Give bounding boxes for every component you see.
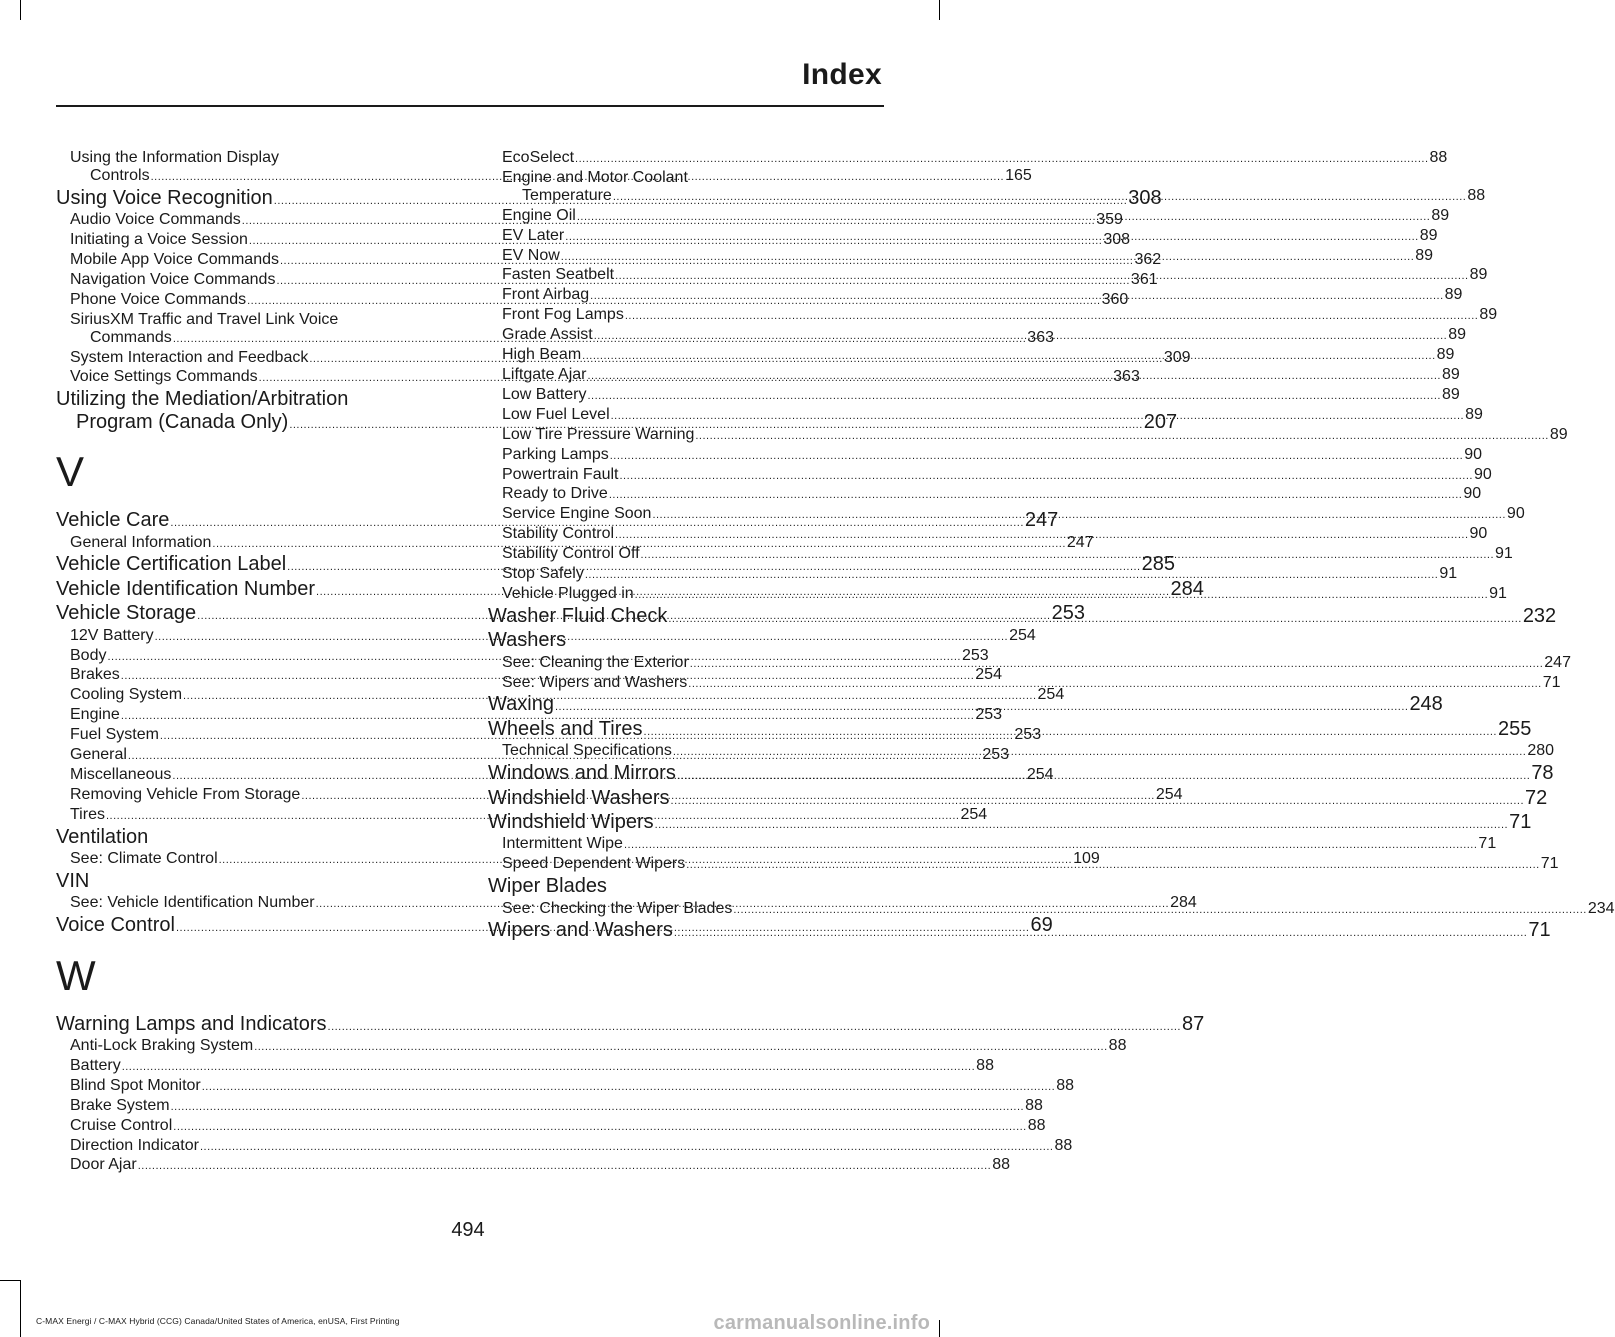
- entry-line: [502, 545, 1513, 563]
- entry-label: See: Climate Control: [70, 850, 218, 868]
- entry-label-continued: Temperature: [522, 186, 612, 204]
- entry-line: [70, 1116, 1046, 1135]
- entry-label: Front Fog Lamps: [502, 306, 624, 324]
- entry-line: [502, 835, 1497, 853]
- dot-leader: [565, 231, 1418, 243]
- entry-label: Low Battery: [502, 385, 587, 403]
- page-reference: 69: [1030, 914, 1053, 937]
- entry-label: Front Airbag: [502, 286, 590, 304]
- index-subentry: [488, 149, 1448, 167]
- dot-leader: [688, 678, 1541, 690]
- index-subentry: [488, 545, 1513, 563]
- entry-label: Windows and Mirrors: [488, 762, 676, 785]
- dot-leader: [641, 549, 1494, 561]
- page-reference: 89: [1479, 306, 1498, 324]
- dot-leader: [673, 746, 1526, 758]
- index-entry: [488, 629, 878, 651]
- entry-label: Vehicle Plugged in: [502, 584, 634, 602]
- entry-label: Vehicle Care: [56, 509, 170, 532]
- page-reference: 234: [1587, 899, 1615, 917]
- entry-line: [70, 1096, 1043, 1115]
- page-reference: 71: [1478, 835, 1497, 853]
- page-reference: 88: [1056, 1076, 1075, 1094]
- entry-label: Wiper Blades: [488, 875, 607, 898]
- entry-line: [56, 870, 446, 892]
- entry-line: [70, 1156, 1010, 1174]
- page-reference: 280: [1527, 742, 1555, 760]
- entry-label: Wheels and Tires: [488, 717, 643, 740]
- dot-leader: [671, 795, 1524, 807]
- entry-line: [488, 875, 878, 897]
- page-reference: 88: [976, 1056, 994, 1074]
- entry-label: See: Cleaning the Exterior: [502, 653, 689, 671]
- entry-label: Service Engine Soon: [502, 505, 652, 523]
- entry-label: Warning Lamps and Indicators: [56, 1012, 327, 1035]
- dot-leader: [122, 1061, 975, 1073]
- index-subentry: [56, 1056, 994, 1075]
- entry-label: Vehicle Storage: [56, 602, 197, 625]
- page-reference: 255: [1498, 717, 1532, 740]
- entry-label: See: Vehicle Identification Number: [70, 894, 315, 912]
- dot-leader: [655, 819, 1508, 831]
- entry-label: Liftgate Ajar: [502, 365, 587, 383]
- entry-label: Intermittent Wipe: [502, 835, 623, 853]
- page-reference: 247: [1066, 533, 1094, 551]
- index-subentry: [488, 485, 1482, 503]
- entry-label: Miscellaneous: [70, 765, 172, 783]
- dot-leader: [635, 589, 1488, 601]
- page-reference: 360: [1101, 290, 1129, 308]
- entry-label: EV Later: [502, 226, 565, 244]
- entry-label: Fasten Seatbelt: [502, 266, 615, 284]
- entry-label: Technical Specifications: [502, 742, 672, 760]
- entry-line: [502, 565, 1458, 583]
- page-title: Index: [802, 58, 882, 91]
- dot-leader: [625, 310, 1478, 322]
- page-reference: 284: [1170, 577, 1204, 600]
- page-reference: 90: [1464, 445, 1482, 463]
- page-reference: 91: [1495, 545, 1513, 563]
- page-reference: 207: [1143, 410, 1178, 433]
- entry-label: Direction Indicator: [70, 1136, 199, 1154]
- page-reference: 254: [1155, 785, 1183, 803]
- page-reference: 285: [1141, 553, 1175, 576]
- entry-line: [502, 385, 1460, 404]
- crop-mark-top-left: [20, 0, 21, 20]
- entry-label: Windshield Wipers: [488, 810, 654, 833]
- entry-label: Using the Information Display: [70, 149, 279, 166]
- entry-label: Navigation Voice Commands: [70, 270, 276, 288]
- page-reference: 91: [1489, 584, 1507, 602]
- page-reference: 88: [1108, 1037, 1127, 1055]
- entry-line: [70, 686, 1065, 704]
- entry-label: VIN: [56, 869, 90, 892]
- entry-line: [70, 1056, 994, 1075]
- entry-label: Removing Vehicle From Storage: [70, 785, 301, 803]
- page-reference: 363: [1113, 368, 1140, 386]
- dot-leader: [677, 770, 1530, 782]
- dot-leader: [610, 450, 1463, 462]
- entry-label: Engine: [70, 706, 120, 724]
- page-reference: 89: [1419, 226, 1438, 244]
- page-reference: 71: [1528, 919, 1551, 942]
- entry-label: Body: [70, 646, 107, 664]
- entry-label: EcoSelect: [502, 149, 575, 166]
- page-reference: 88: [992, 1156, 1010, 1174]
- dot-leader: [690, 658, 1543, 670]
- entry-line: [70, 1076, 1075, 1095]
- crop-mark-bottom-right: [939, 1320, 940, 1337]
- section-letter: V: [56, 448, 85, 496]
- page-reference: 89: [1549, 425, 1568, 443]
- entry-label: Tires: [70, 805, 105, 823]
- dot-leader: [173, 1121, 1026, 1133]
- dot-leader: [652, 509, 1505, 521]
- page-reference: 89: [1444, 286, 1463, 304]
- dot-leader: [585, 569, 1438, 581]
- entry-label: Stability Control Off: [502, 545, 640, 563]
- crop-mark-top-right: [939, 0, 940, 20]
- page-reference: 90: [1463, 485, 1482, 503]
- entry-line: [488, 629, 878, 651]
- index-subentry: [56, 706, 1003, 724]
- entry-label: Windshield Washers: [488, 786, 670, 809]
- entry-line: [56, 388, 446, 410]
- page-reference: 308: [1103, 231, 1131, 249]
- entry-label: Grade Assist: [502, 326, 593, 344]
- index-subentry: [56, 686, 1065, 704]
- entry-label: Stability Control: [502, 525, 615, 543]
- page-reference: 88: [1054, 1136, 1073, 1154]
- entry-label: Cooling System: [70, 686, 183, 704]
- entry-label: Powertrain Fault: [502, 465, 619, 483]
- entry-label: Wipers and Washers: [488, 919, 673, 942]
- index-subentry: [488, 445, 1482, 464]
- page-reference: 253: [1051, 602, 1085, 625]
- entry-label: Blind Spot Monitor: [70, 1076, 201, 1094]
- page-reference: 284: [1170, 894, 1197, 912]
- page-reference: 109: [1073, 850, 1100, 868]
- entry-label: 12V Battery: [70, 626, 154, 644]
- page-reference: 88: [1429, 149, 1448, 166]
- page-reference: 88: [1027, 1116, 1046, 1134]
- entry-label: Parking Lamps: [502, 445, 609, 463]
- entry-label: General: [70, 746, 127, 764]
- index-subentry: [56, 1116, 1046, 1135]
- entry-label: Brake System: [70, 1096, 170, 1114]
- entry-label-continued: Program (Canada Only): [76, 410, 289, 433]
- entry-label: General Information: [70, 533, 212, 551]
- index-subentry: [488, 306, 1498, 324]
- page-reference: 361: [1130, 270, 1158, 288]
- entry-label: Vehicle Certification Label: [56, 553, 287, 576]
- page-reference: 254: [975, 666, 1002, 684]
- entry-label: System Interaction and Feedback: [70, 348, 309, 366]
- page-reference: 253: [961, 646, 989, 664]
- page-reference: 90: [1469, 525, 1488, 543]
- dot-leader: [733, 904, 1586, 916]
- entry-line: [56, 826, 446, 848]
- index-subentry: [488, 465, 1492, 484]
- entry-label: SiriusXM Traffic and Travel Link Voice: [70, 310, 339, 328]
- index-entry: [56, 870, 446, 892]
- page-reference: 71: [1509, 810, 1532, 833]
- page-reference: 89: [1415, 246, 1434, 264]
- dot-leader: [615, 529, 1468, 541]
- dot-leader: [624, 839, 1477, 851]
- entry-label: Mobile App Voice Commands: [70, 251, 279, 269]
- entry-label: High Beam: [502, 346, 582, 364]
- watermark: carmanualsonline.info: [713, 1312, 930, 1334]
- dot-leader: [138, 1160, 991, 1172]
- page-reference: 362: [1134, 251, 1162, 269]
- page-reference: 87: [1182, 1012, 1205, 1035]
- entry-label-continued: Commands: [90, 328, 172, 346]
- page-reference: 72: [1525, 786, 1548, 809]
- page-number: 494: [451, 1219, 485, 1241]
- entry-label: Waxing: [488, 693, 554, 716]
- index-subentry: [56, 1096, 1043, 1115]
- page-reference: 253: [975, 706, 1003, 724]
- page-reference: 89: [1436, 346, 1455, 364]
- index-entry: [488, 875, 878, 897]
- page-reference: 71: [1542, 673, 1561, 691]
- index-subentry: [488, 565, 1458, 583]
- index-subentry: [488, 835, 1497, 853]
- page-reference: 89: [1441, 365, 1460, 383]
- index-subentry: [488, 385, 1460, 404]
- entry-label: Phone Voice Commands: [70, 290, 247, 308]
- section-letter: W: [56, 951, 96, 999]
- page-reference: 89: [1448, 326, 1466, 344]
- entry-line: [502, 425, 1568, 444]
- index-subentry: [488, 425, 1568, 444]
- dot-leader: [582, 350, 1435, 362]
- entry-line: [502, 169, 878, 187]
- crop-mark-bottom-left: [20, 1280, 21, 1337]
- dot-leader: [588, 370, 1441, 382]
- page-reference: 232: [1522, 604, 1557, 627]
- page-reference: 253: [1014, 726, 1042, 744]
- dot-leader: [575, 153, 1428, 165]
- entry-label: Using Voice Recognition: [56, 186, 273, 209]
- page-reference: 254: [960, 805, 988, 823]
- entry-line: [502, 149, 1448, 167]
- dot-leader: [587, 390, 1440, 402]
- entry-label: Fuel System: [70, 726, 159, 744]
- entry-label: See: Checking the Wiper Blades: [502, 899, 733, 917]
- page-reference: 254: [1037, 686, 1065, 704]
- dot-leader: [555, 701, 1408, 713]
- dot-leader: [644, 726, 1497, 738]
- entry-line: [502, 445, 1482, 464]
- entry-label: EV Now: [502, 246, 560, 264]
- dot-leader: [202, 1081, 1055, 1093]
- index-entry: [56, 1012, 1205, 1035]
- entry-label: See: Wipers and Washers: [502, 673, 688, 691]
- entry-line: [70, 1136, 1073, 1155]
- index-subentry: [56, 1136, 1073, 1155]
- entry-label: Anti-Lock Braking System: [70, 1037, 254, 1055]
- entry-label: Ready to Drive: [502, 485, 608, 503]
- entry-line: [502, 465, 1492, 484]
- entry-label-continued: Controls: [90, 166, 150, 184]
- entry-label: Cruise Control: [70, 1116, 173, 1134]
- page-reference: 90: [1506, 505, 1525, 523]
- page-reference: 71: [1540, 855, 1559, 873]
- entry-label: Low Fuel Level: [502, 405, 610, 423]
- dot-leader: [590, 290, 1443, 302]
- page-reference: 254: [1009, 626, 1036, 644]
- entry-label: Low Tire Pressure Warning: [502, 425, 695, 443]
- entry-line: [502, 485, 1482, 503]
- entry-label: Door Ajar: [70, 1156, 137, 1174]
- entry-line: [70, 149, 446, 167]
- dot-leader: [561, 251, 1414, 263]
- page-reference: 89: [1469, 266, 1488, 284]
- page-reference: 89: [1465, 405, 1483, 423]
- dot-leader: [686, 859, 1539, 871]
- entry-line: [56, 1012, 1205, 1035]
- entry-label: Speed Dependent Wipers: [502, 855, 686, 873]
- page-reference: 89: [1441, 385, 1460, 403]
- entry-label: Ventilation: [56, 825, 149, 848]
- page-reference: 359: [1096, 211, 1123, 229]
- dot-leader: [328, 1021, 1181, 1033]
- dot-leader: [668, 613, 1521, 625]
- entry-label: Battery: [70, 1056, 121, 1074]
- entry-label: Initiating a Voice Session: [70, 231, 248, 249]
- page-reference: 165: [1005, 166, 1032, 184]
- footer-text: C-MAX Energi / C-MAX Hybrid (CCG) Canada/United States of America, enUSA, First Printing: [36, 1316, 400, 1326]
- entry-line: [502, 306, 1498, 324]
- dot-leader: [615, 270, 1468, 282]
- dot-leader: [594, 330, 1447, 342]
- entry-label: Engine Oil: [502, 206, 576, 224]
- entry-line: [70, 1037, 1127, 1055]
- dot-leader: [577, 211, 1430, 223]
- page-reference: 88: [1025, 1096, 1043, 1114]
- entry-label: Vehicle Identification Number: [56, 577, 316, 600]
- dot-leader: [695, 430, 1548, 442]
- page-reference: 90: [1473, 465, 1492, 483]
- entry-label: Engine and Motor Coolant: [502, 168, 688, 186]
- index-subentry: [56, 1037, 1127, 1055]
- entry-label: Utilizing the Mediation/Arbitration: [56, 388, 349, 411]
- entry-label: Stop Safely: [502, 565, 584, 583]
- page-reference: 248: [1409, 693, 1443, 716]
- entry-label: Brakes: [70, 666, 120, 684]
- entry-label: Audio Voice Commands: [70, 211, 241, 229]
- page-reference: 363: [1027, 328, 1054, 346]
- page-reference: 88: [1467, 186, 1486, 204]
- page-reference: 253: [982, 746, 1010, 764]
- page-reference: 247: [1544, 653, 1571, 671]
- entry-label: Voice Control: [56, 914, 175, 937]
- entry-line: [70, 706, 1003, 724]
- header-rule: [56, 105, 884, 107]
- page-reference: 254: [1026, 765, 1054, 783]
- index-subentry: [56, 1156, 1010, 1174]
- dot-leader: [613, 191, 1466, 203]
- page-reference: 91: [1439, 565, 1458, 583]
- index-entry: [56, 826, 446, 848]
- dot-leader: [254, 1041, 1107, 1053]
- page-reference: 308: [1128, 186, 1162, 209]
- page-reference: 78: [1531, 762, 1554, 785]
- dot-leader: [171, 1101, 1024, 1113]
- entry-label: Washers: [488, 629, 567, 652]
- page-reference: 89: [1431, 206, 1450, 224]
- page-reference: 309: [1163, 348, 1191, 366]
- index-subentry: [56, 1076, 1075, 1095]
- dot-leader: [620, 470, 1473, 482]
- dot-leader: [611, 410, 1464, 422]
- dot-leader: [200, 1141, 1053, 1153]
- page-reference: 247: [1024, 509, 1059, 532]
- dot-leader: [674, 927, 1527, 939]
- crop-mark-bottom-left-h: [0, 1280, 20, 1281]
- entry-label: Voice Settings Commands: [70, 368, 258, 386]
- dot-leader: [609, 489, 1462, 501]
- entry-line: [70, 311, 446, 329]
- entry-label: Washer Fluid Check: [488, 604, 668, 627]
